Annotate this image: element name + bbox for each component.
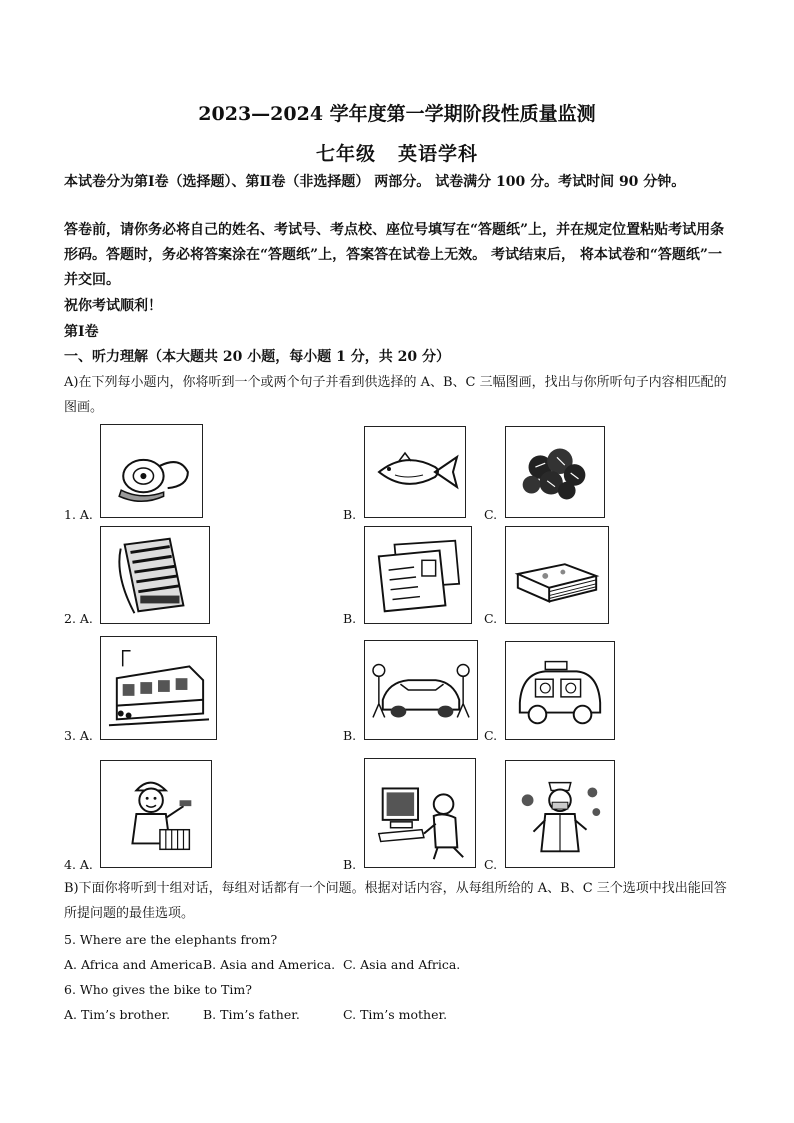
car-icon bbox=[364, 640, 478, 740]
q1-label-c: C. bbox=[484, 507, 498, 522]
question-5: 5. Where are the elephants from? bbox=[64, 932, 278, 947]
notice-paragraph: 答卷前，请你务必将自己的姓名、考试号、考点校、座位号填写在“答题纸”上，并在规定位置粘贴考试用条形码。答题时，务必将答案涂在“答题纸”上，答案答在试卷上无效。 考试结束后， 将本试卷和“答题纸”一并交回。 bbox=[64, 222, 725, 288]
q4-label-a: 4. A. bbox=[64, 857, 93, 872]
q1-label-b: B. bbox=[343, 507, 357, 522]
q6-option-c: C. Tim’s mother. bbox=[343, 1007, 448, 1022]
section-heading: 一、听力理解（本大题共 20 小题，每小题 1 分，共 20 分） bbox=[64, 349, 450, 365]
q5-option-c: C. Asia and Africa. bbox=[343, 957, 461, 972]
vegetable-leaves-icon bbox=[505, 426, 605, 518]
ham-meat-icon bbox=[100, 424, 203, 518]
q5-option-a: A. Africa and America. bbox=[64, 957, 207, 972]
q3-label-c: C. bbox=[484, 728, 498, 743]
question-6: 6. Who gives the bike to Tim? bbox=[64, 982, 252, 997]
q3-label-b: B. bbox=[343, 728, 357, 743]
intro-paragraph: 本试卷分为第Ⅰ卷（选择题）、第Ⅱ卷（非选择题） 两部分。 试卷满分 100 分。考试时间 90 分钟。 bbox=[64, 174, 686, 190]
volume-heading: 第Ⅰ卷 bbox=[64, 324, 99, 340]
part-a-instructions: A)在下列每小题内，你将听到一个或两个句子并看到供选择的 A、B、C 三幅图画，找出与你所听句子内容相匹配的图画。 bbox=[64, 375, 727, 415]
exam-title: 2023—2024 学年度第一学期阶段性质量监测 bbox=[198, 103, 596, 125]
taxi-icon bbox=[505, 641, 615, 740]
newspaper-icon bbox=[100, 526, 210, 624]
q1-label-a: 1. A. bbox=[64, 507, 93, 522]
q4-label-c: C. bbox=[484, 857, 498, 872]
q2-label-b: B. bbox=[343, 611, 357, 626]
q6-option-b: B. Tim’s father. bbox=[203, 1007, 300, 1022]
q6-option-a: A. Tim’s brother. bbox=[64, 1007, 171, 1022]
exam-subtitle bbox=[0, 139, 794, 166]
postcards-icon bbox=[364, 526, 472, 624]
fish-icon bbox=[364, 426, 466, 518]
worker-icon bbox=[100, 760, 212, 868]
doctor-icon bbox=[505, 760, 615, 868]
computer-user-icon bbox=[364, 758, 476, 868]
q2-label-c: C. bbox=[484, 611, 498, 626]
q5-option-b: B. Asia and America. bbox=[203, 957, 336, 972]
q3-label-a: 3. A. bbox=[64, 728, 93, 743]
subject-label: 英语学科 bbox=[398, 143, 479, 165]
wish-text: 祝你考试顺利！ bbox=[64, 298, 162, 314]
q2-label-a: 2. A. bbox=[64, 611, 93, 626]
q4-label-b: B. bbox=[343, 857, 357, 872]
book-icon bbox=[505, 526, 609, 624]
grade-label: 七年级 bbox=[315, 143, 376, 165]
train-icon bbox=[100, 636, 217, 740]
part-b-instructions: B)下面你将听到十组对话，每组对话都有一个问题。根据对话内容，从每组所给的 A、B、C 三个选项中找出能回答所提问题的最佳选项。 bbox=[64, 881, 727, 921]
